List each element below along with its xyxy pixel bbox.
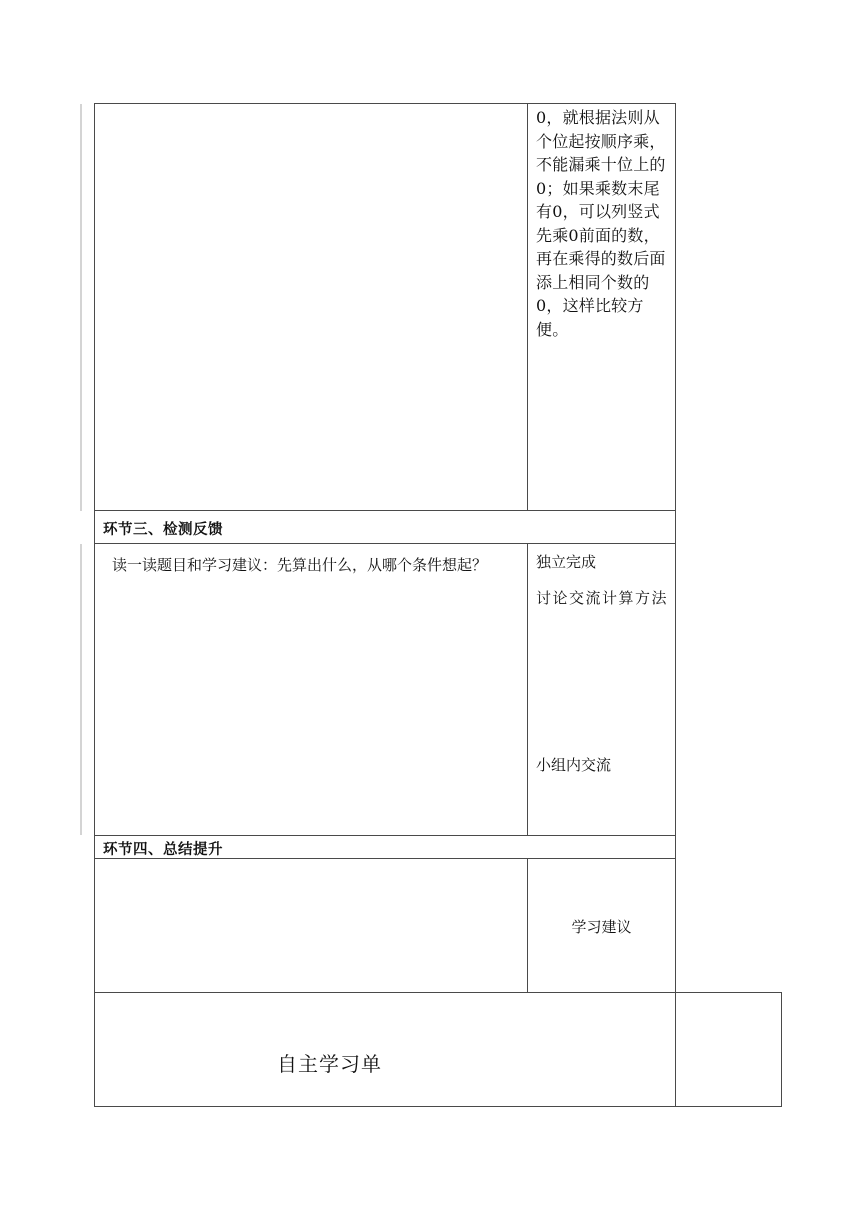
section-3-note-3: 小组内交流 [536,756,612,774]
table-column-divider [527,103,528,511]
section-3-note-2: 讨论交流计算方法 [536,589,669,607]
section-3-content: 读一读题目和学习建议：先算出什么，从哪个条件想起？ [112,556,488,574]
section-4-title: 环节四、总结提升 [103,842,223,858]
section-3-title: 环节三、检测反馈 [103,522,223,538]
table-column-divider [675,992,676,1107]
table-row-divider [94,835,676,836]
margin-bar [80,104,82,511]
study-sheet-title: 自主学习单 [277,1052,382,1076]
study-sheet-table [94,992,782,1107]
margin-bar [80,544,82,835]
section-3-note-1: 独立完成 [536,553,597,571]
table-column-divider [527,543,528,835]
table-row-divider [94,543,676,544]
method-note: 0，就根据法则从个位起按顺序乘，不能漏乘十位上的0；如果乘数末尾有0，可以列竖式先乘0前面的数，再在乘得的数后面添上相同个数的0，这样比较方便。 [536,108,666,339]
table-row-divider [94,510,676,511]
section-4-note: 学习建议 [571,918,632,936]
